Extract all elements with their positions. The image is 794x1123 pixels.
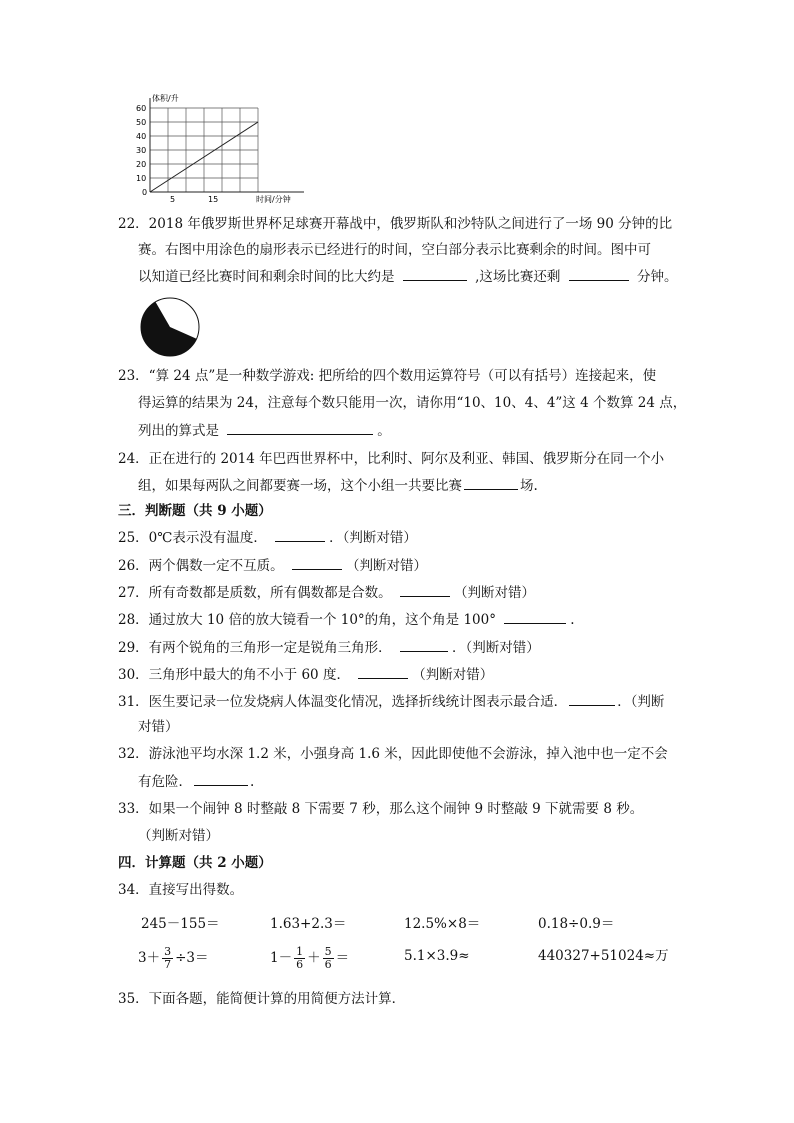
q29 — [118, 637, 540, 658]
graph-grid — [150, 108, 258, 192]
q34-title: 34．直接写出得数。 — [118, 882, 244, 898]
q30-text: 30．三角形中最大的角不小于 60 度． — [118, 667, 350, 683]
q32-blank[interactable] — [194, 771, 248, 786]
q32-line2 — [138, 771, 254, 792]
calc-1: 245－155＝ — [141, 916, 220, 932]
q28-blank[interactable] — [504, 609, 566, 624]
q29-blank[interactable] — [400, 637, 448, 652]
q33-line2: （判断对错） — [138, 828, 219, 844]
q22-ratio-blank[interactable] — [403, 266, 467, 281]
q22-text-c: 分钟。 — [636, 269, 678, 285]
calc-5 — [138, 946, 209, 971]
calc-3: 12.5%×8＝ — [404, 916, 481, 932]
q29-suffix: ．（判断对错） — [451, 640, 540, 656]
calc-5-num: 3 — [164, 945, 172, 958]
q25 — [118, 527, 417, 548]
q30-suffix: （判断对错） — [412, 667, 494, 683]
q32-suffix: . — [250, 774, 255, 790]
calc-6-post: ＝ — [335, 950, 350, 966]
graph-ylabel: 体积/升 — [152, 94, 179, 103]
q23-line3 — [138, 420, 391, 441]
q35: 35．下面各题，能简便计算的用简便方法计算． — [118, 991, 406, 1007]
q25-blank[interactable] — [275, 527, 325, 542]
calc-7: 5.1×3.9≈ — [404, 948, 470, 964]
q33-line1: 33．如果一个闹钟 8 时整敲 8 下需要 7 秒，那么这个闹钟 9 时整敲 9 下就需要 8 秒。 — [118, 801, 644, 817]
q24-matches-blank[interactable] — [464, 475, 518, 490]
q28-suffix: . — [570, 612, 575, 628]
q30 — [118, 664, 493, 685]
q28-text: 28．通过放大 10 倍的放大镜看一个 10°的角，这个角是 100° — [118, 612, 496, 628]
q24-line2 — [138, 475, 538, 496]
q26 — [118, 555, 427, 576]
q31-blank[interactable] — [569, 691, 615, 706]
calc-6-pre: 1－ — [270, 950, 293, 966]
match-time-pie — [139, 296, 201, 358]
y-tick-0: 0 — [142, 188, 148, 197]
calc-5-fraction — [162, 946, 173, 971]
calc-4: 0.18÷0.9＝ — [538, 916, 615, 932]
q25-text: 25．0℃表示没有温度． — [118, 530, 267, 546]
q29-text: 29．有两个锐角的三角形一定是锐角三角形． — [118, 640, 392, 656]
x-tick-5: 5 — [170, 195, 176, 204]
section3-heading: 三．判断题（共 9 小题） — [118, 503, 272, 519]
q23-line2: 得运算的结果为 24，注意每个数只能用一次，请你用“10、10、4、4”这 4 个数算 24 点， — [138, 395, 687, 411]
calc-6 — [270, 946, 349, 971]
q30-blank[interactable] — [358, 664, 408, 679]
calc-6-mid: ＋ — [307, 950, 321, 966]
calc-2: 1.63+2.3＝ — [270, 916, 347, 932]
volume-time-graph — [128, 92, 308, 204]
q22-minutes-blank[interactable] — [569, 266, 629, 281]
q22-text-a: 以知道已经比赛时间和剩余时间的比大约是 — [138, 269, 395, 285]
q27-suffix: （判断对错） — [453, 585, 535, 601]
q24-text-b: 场. — [520, 478, 538, 494]
q23-text-a: 列出的算式是 — [138, 423, 219, 439]
q32-line1: 32．游泳池平均水深 1.2 米，小强身高 1.6 米，因此即使他不会游泳，掉入池中也一定不会 — [118, 746, 668, 762]
calc-6-num-2: 5 — [324, 945, 332, 958]
q24-text-a: 组，如果每两队之间都要赛一场，这个小组一共要比赛 — [138, 478, 462, 494]
calc-6-den-1: 6 — [296, 958, 304, 971]
q26-suffix: （判断对错） — [345, 558, 427, 574]
y-tick-50: 50 — [136, 118, 147, 127]
q31-text: 31．医生要记录一位发烧病人体温变化情况，选择折线统计图表示最合适． — [118, 694, 568, 710]
x-tick-15: 15 — [208, 195, 219, 204]
y-tick-30: 30 — [136, 146, 147, 155]
q26-text: 26．两个偶数一定不互质。 — [118, 558, 284, 574]
q24-line1: 24．正在进行的 2014 年巴西世界杯中，比利时、阿尔及利亚、韩国、俄罗斯分在同一个小 — [118, 451, 665, 467]
calc-5-pre: 3＋ — [138, 950, 161, 966]
calc-5-den: 7 — [164, 958, 172, 971]
q27-blank[interactable] — [400, 582, 450, 597]
q32-text: 有危险． — [138, 774, 192, 790]
calc-6-fraction-2 — [323, 946, 334, 971]
calc-6-fraction-1 — [294, 946, 305, 971]
calc-6-den-2: 6 — [324, 958, 332, 971]
y-tick-60: 60 — [136, 104, 147, 113]
q25-suffix: ．（判断对错） — [329, 530, 417, 546]
section4-heading: 四．计算题（共 2 小题） — [118, 855, 272, 871]
q27 — [118, 582, 535, 603]
q27-text: 27．所有奇数都是质数，所有偶数都是合数。 — [118, 585, 392, 601]
q22-text-b: ,这场比赛还剩 — [475, 269, 561, 285]
q22-line3 — [138, 266, 677, 287]
q26-blank[interactable] — [292, 555, 342, 570]
q22-line1: 22．2018 年俄罗斯世界杯足球赛开幕战中，俄罗斯队和沙特队之间进行了一场 90 分钟的比 — [118, 216, 673, 232]
graph-xlabel: 时间/分钟 — [256, 195, 291, 204]
q31-line1 — [118, 691, 664, 712]
q31-line2: 对错） — [138, 719, 179, 735]
q28 — [118, 609, 575, 630]
y-tick-40: 40 — [136, 132, 147, 141]
y-tick-20: 20 — [136, 160, 147, 169]
q31-suffix: ．（判断 — [617, 694, 665, 710]
calc-6-num-1: 1 — [296, 945, 304, 958]
calc-8: 440327+51024≈万 — [538, 948, 669, 964]
q23-line1: 23．“算 24 点”是一种数学游戏: 把所给的四个数用运算符号（可以有括号）连接起来，使 — [118, 368, 657, 384]
q23-expression-blank[interactable] — [227, 420, 373, 435]
calc-5-post: ÷3＝ — [175, 950, 209, 966]
q23-text-b: 。 — [377, 423, 391, 439]
q22-line2: 赛。右图中用涂色的扇形表示已经进行的时间，空白部分表示比赛剩余的时间。图中可 — [138, 242, 651, 258]
y-tick-10: 10 — [136, 174, 147, 183]
